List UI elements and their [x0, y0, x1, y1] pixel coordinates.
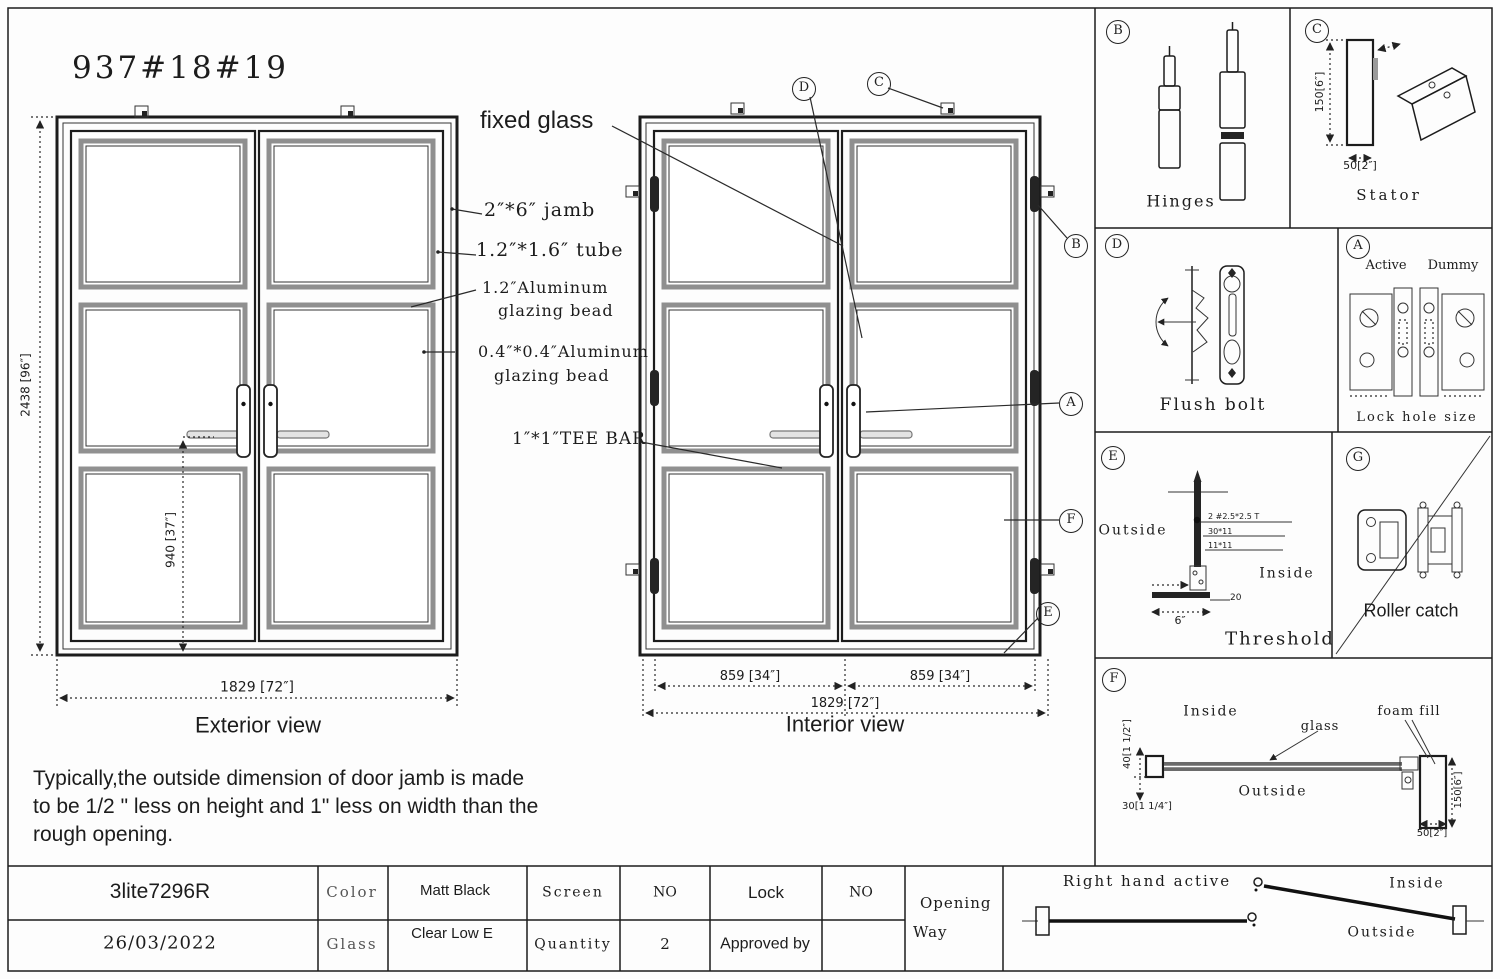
flush-bolt-drawing — [1156, 266, 1244, 384]
glazing-bead-12-label-line1: 1.2″Aluminum — [482, 278, 609, 297]
panel-f-dim-right-bottom: 50[2″] — [1416, 827, 1448, 839]
exterior-handle-height-dim: 940 [37″] — [163, 512, 178, 568]
panel-e-outside-label: Outside — [1098, 522, 1168, 539]
lock-hole-drawing — [1350, 288, 1484, 396]
color-value: Matt Black — [419, 882, 491, 900]
panel-g-caption: Roller catch — [1363, 600, 1459, 621]
glazing-bead-04-label-line1: 0.4″*0.4″Aluminum — [478, 342, 649, 361]
callout-e: E — [1036, 602, 1060, 626]
quantity-value: 2 — [660, 935, 670, 954]
hinges-drawing — [1159, 22, 1245, 200]
glass-value: Clear Low E — [411, 925, 493, 943]
panel-f-dim-left-top: 40[1 1/2″] — [1121, 719, 1133, 769]
fixed-glass-label: fixed glass — [480, 107, 594, 134]
swing-inside-label: Inside — [1389, 875, 1445, 892]
screen-value: NO — [653, 884, 677, 901]
panel-c-caption: Stator — [1356, 186, 1422, 205]
exterior-view-caption: Exterior view — [195, 712, 321, 738]
panel-a-caption: Lock hole size — [1356, 410, 1478, 426]
panel-c-height-dim: 150[6″] — [1313, 71, 1327, 113]
callout-c: C — [867, 72, 891, 96]
panel-f-dim-left-bottom: 30[1 1/4″] — [1122, 801, 1172, 812]
interior-width-dim: 1829 [72″] — [810, 696, 880, 712]
exterior-height-dim: 2438 [96″] — [18, 353, 33, 417]
glazing-bead-04-label-line2: glazing bead — [494, 366, 610, 385]
opening-way-label-line2: Way — [913, 923, 948, 941]
panel-e-annotation-2: 30*11 — [1208, 527, 1233, 536]
panel-f-inside-label: Inside — [1183, 703, 1239, 720]
jamb-label: 2″*6″ jamb — [484, 199, 596, 221]
interior-view-caption: Interior view — [785, 711, 905, 737]
panel-g-id: G — [1346, 447, 1370, 471]
glazing-bead-12-label-line2: glazing bead — [498, 301, 614, 320]
color-label: Color — [326, 883, 378, 902]
panel-b-caption: Hinges — [1146, 191, 1216, 211]
lock-value: NO — [849, 884, 873, 901]
page-title: 937#18#19 — [72, 50, 290, 86]
panel-f-id: F — [1102, 668, 1126, 692]
opening-way-label-line1: Opening — [920, 894, 992, 912]
quantity-label: Quantity — [534, 936, 612, 953]
panel-a-id: A — [1346, 235, 1370, 259]
panel-e-annotation-3: 11*11 — [1208, 541, 1233, 550]
note-line1: Typically,the outside dimension of door jamb is made — [33, 767, 525, 790]
panel-e-annotation-1: 2 #2.5*2.5 T — [1208, 512, 1260, 521]
exterior-door-drawing — [57, 106, 457, 655]
swing-title: Right hand active — [1062, 872, 1232, 891]
panel-a-active-label: Active — [1365, 258, 1407, 274]
panel-f-dim-right-side: 150[6″] — [1452, 771, 1464, 809]
callout-a: A — [1059, 392, 1083, 416]
glass-label: Glass — [326, 935, 378, 954]
panel-e-inside-label: Inside — [1259, 565, 1315, 582]
panel-a-dummy-label: Dummy — [1427, 258, 1479, 274]
callout-b: B — [1064, 234, 1088, 258]
note-line3: rough opening. — [33, 823, 174, 846]
section-drawing — [1134, 720, 1452, 828]
panel-e-width-dim: 6″ — [1174, 614, 1186, 628]
date-value: 26/03/2022 — [103, 932, 217, 954]
swing-outside-label: Outside — [1347, 924, 1417, 941]
model-number: 3lite7296R — [109, 879, 211, 903]
panel-c-width-dim: 50[2″] — [1343, 159, 1377, 173]
panel-e-id: E — [1101, 446, 1125, 470]
interior-door-drawing — [626, 103, 1054, 655]
screen-label: Screen — [542, 884, 604, 901]
tube-label: 1.2″*1.6″ tube — [476, 239, 624, 261]
stator-drawing — [1326, 40, 1475, 158]
panel-b-id: B — [1106, 20, 1130, 44]
panel-d-id: D — [1105, 234, 1129, 258]
exterior-width-dim: 1829 [72″] — [219, 679, 295, 696]
approved-by-label: Approved by — [720, 935, 810, 953]
callout-d: D — [792, 77, 816, 101]
panel-e-caption: Threshold — [1225, 628, 1335, 650]
tee-bar-label: 1″*1″TEE BAR — [512, 429, 646, 449]
panel-e-annotation-4: 20 — [1230, 593, 1242, 603]
panel-f-foam-fill-label: foam fill — [1377, 704, 1441, 720]
panel-c-id: C — [1305, 19, 1329, 43]
note-line2: to be 1/2 " less on height and 1" less on width than the — [33, 795, 539, 818]
interior-leaf-dim-left: 859 [34″] — [719, 669, 781, 685]
panel-d-caption: Flush bolt — [1159, 395, 1267, 416]
callout-f: F — [1059, 509, 1083, 533]
table-grid — [8, 866, 1492, 971]
interior-leaf-dim-right: 859 [34″] — [909, 669, 971, 685]
panel-f-outside-label: Outside — [1238, 783, 1308, 800]
panel-grid — [1095, 8, 1492, 866]
lock-label: Lock — [748, 883, 784, 903]
panel-f-glass-label: glass — [1300, 719, 1340, 735]
